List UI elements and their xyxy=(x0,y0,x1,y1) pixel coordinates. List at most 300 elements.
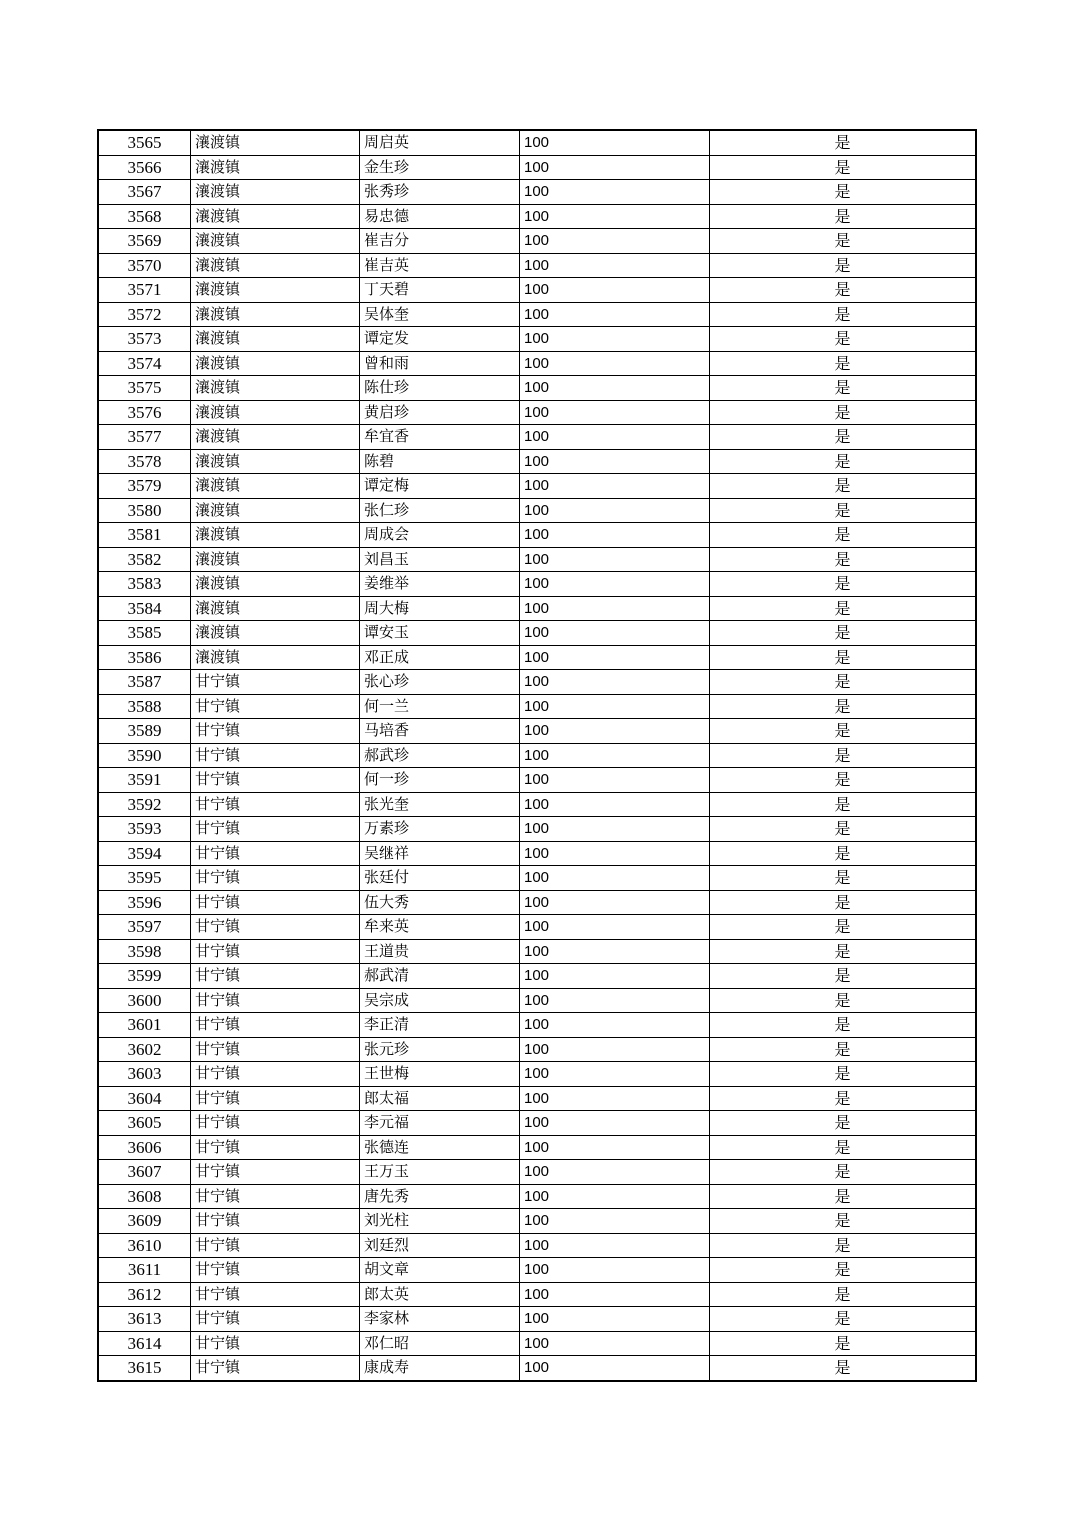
person-name-cell: 牟宜香 xyxy=(360,425,520,450)
amount-cell: 100 xyxy=(520,890,710,915)
table-row xyxy=(98,1013,976,1038)
person-name-cell: 张心珍 xyxy=(360,670,520,695)
table-row xyxy=(98,670,976,695)
serial-number-cell: 3588 xyxy=(98,694,191,719)
town-cell: 甘宁镇 xyxy=(191,939,360,964)
serial-number-cell: 3576 xyxy=(98,400,191,425)
serial-number-cell: 3600 xyxy=(98,988,191,1013)
amount-cell: 100 xyxy=(520,498,710,523)
serial-number-cell: 3602 xyxy=(98,1037,191,1062)
amount-cell: 100 xyxy=(520,621,710,646)
amount-cell: 100 xyxy=(520,449,710,474)
person-name-cell: 何一兰 xyxy=(360,694,520,719)
eligible-flag-cell: 是 xyxy=(710,572,977,597)
eligible-flag-cell: 是 xyxy=(710,1111,977,1136)
table-row xyxy=(98,1331,976,1356)
table-row xyxy=(98,621,976,646)
data-table xyxy=(97,129,977,1382)
amount-cell: 100 xyxy=(520,1356,710,1381)
eligible-flag-cell: 是 xyxy=(710,204,977,229)
amount-cell: 100 xyxy=(520,1135,710,1160)
town-cell: 甘宁镇 xyxy=(191,1356,360,1381)
amount-cell: 100 xyxy=(520,425,710,450)
eligible-flag-cell: 是 xyxy=(710,1356,977,1381)
eligible-flag-cell: 是 xyxy=(710,1233,977,1258)
person-name-cell: 吴体奎 xyxy=(360,302,520,327)
town-cell: 甘宁镇 xyxy=(191,1233,360,1258)
amount-cell: 100 xyxy=(520,180,710,205)
person-name-cell: 李正清 xyxy=(360,1013,520,1038)
town-cell: 甘宁镇 xyxy=(191,1160,360,1185)
serial-number-cell: 3604 xyxy=(98,1086,191,1111)
eligible-flag-cell: 是 xyxy=(710,229,977,254)
table-row xyxy=(98,547,976,572)
town-cell: 瀼渡镇 xyxy=(191,278,360,303)
amount-cell: 100 xyxy=(520,719,710,744)
eligible-flag-cell: 是 xyxy=(710,866,977,891)
table-row xyxy=(98,449,976,474)
town-cell: 甘宁镇 xyxy=(191,694,360,719)
town-cell: 甘宁镇 xyxy=(191,1282,360,1307)
table-row xyxy=(98,498,976,523)
town-cell: 瀼渡镇 xyxy=(191,327,360,352)
eligible-flag-cell: 是 xyxy=(710,180,977,205)
serial-number-cell: 3611 xyxy=(98,1258,191,1283)
serial-number-cell: 3599 xyxy=(98,964,191,989)
eligible-flag-cell: 是 xyxy=(710,547,977,572)
amount-cell: 100 xyxy=(520,302,710,327)
town-cell: 瀼渡镇 xyxy=(191,645,360,670)
amount-cell: 100 xyxy=(520,351,710,376)
town-cell: 甘宁镇 xyxy=(191,1135,360,1160)
person-name-cell: 胡文章 xyxy=(360,1258,520,1283)
amount-cell: 100 xyxy=(520,474,710,499)
table-row xyxy=(98,180,976,205)
person-name-cell: 张德连 xyxy=(360,1135,520,1160)
amount-cell: 100 xyxy=(520,1160,710,1185)
table-row xyxy=(98,719,976,744)
eligible-flag-cell: 是 xyxy=(710,253,977,278)
person-name-cell: 邓仁昭 xyxy=(360,1331,520,1356)
amount-cell: 100 xyxy=(520,1282,710,1307)
serial-number-cell: 3609 xyxy=(98,1209,191,1234)
table-row xyxy=(98,572,976,597)
amount-cell: 100 xyxy=(520,743,710,768)
amount-cell: 100 xyxy=(520,988,710,1013)
amount-cell: 100 xyxy=(520,1307,710,1332)
table-row xyxy=(98,327,976,352)
town-cell: 瀼渡镇 xyxy=(191,523,360,548)
table-row xyxy=(98,1233,976,1258)
town-cell: 瀼渡镇 xyxy=(191,621,360,646)
amount-cell: 100 xyxy=(520,1037,710,1062)
eligible-flag-cell: 是 xyxy=(710,376,977,401)
serial-number-cell: 3608 xyxy=(98,1184,191,1209)
serial-number-cell: 3580 xyxy=(98,498,191,523)
town-cell: 甘宁镇 xyxy=(191,915,360,940)
eligible-flag-cell: 是 xyxy=(710,523,977,548)
amount-cell: 100 xyxy=(520,694,710,719)
person-name-cell: 黄启珍 xyxy=(360,400,520,425)
amount-cell: 100 xyxy=(520,572,710,597)
serial-number-cell: 3594 xyxy=(98,841,191,866)
town-cell: 瀼渡镇 xyxy=(191,229,360,254)
eligible-flag-cell: 是 xyxy=(710,1209,977,1234)
eligible-flag-cell: 是 xyxy=(710,351,977,376)
table-row xyxy=(98,743,976,768)
person-name-cell: 丁天碧 xyxy=(360,278,520,303)
eligible-flag-cell: 是 xyxy=(710,1282,977,1307)
town-cell: 瀼渡镇 xyxy=(191,180,360,205)
eligible-flag-cell: 是 xyxy=(710,278,977,303)
amount-cell: 100 xyxy=(520,1233,710,1258)
town-cell: 甘宁镇 xyxy=(191,1013,360,1038)
table-row xyxy=(98,1209,976,1234)
person-name-cell: 张元珍 xyxy=(360,1037,520,1062)
amount-cell: 100 xyxy=(520,130,710,155)
serial-number-cell: 3565 xyxy=(98,130,191,155)
table-row xyxy=(98,1037,976,1062)
table-row xyxy=(98,204,976,229)
table-row xyxy=(98,1062,976,1087)
town-cell: 瀼渡镇 xyxy=(191,596,360,621)
eligible-flag-cell: 是 xyxy=(710,302,977,327)
serial-number-cell: 3578 xyxy=(98,449,191,474)
amount-cell: 100 xyxy=(520,155,710,180)
person-name-cell: 何一珍 xyxy=(360,768,520,793)
amount-cell: 100 xyxy=(520,376,710,401)
town-cell: 瀼渡镇 xyxy=(191,474,360,499)
town-cell: 瀼渡镇 xyxy=(191,351,360,376)
person-name-cell: 周成会 xyxy=(360,523,520,548)
serial-number-cell: 3571 xyxy=(98,278,191,303)
town-cell: 甘宁镇 xyxy=(191,1209,360,1234)
person-name-cell: 王道贵 xyxy=(360,939,520,964)
serial-number-cell: 3607 xyxy=(98,1160,191,1185)
person-name-cell: 王世梅 xyxy=(360,1062,520,1087)
town-cell: 甘宁镇 xyxy=(191,817,360,842)
table-row xyxy=(98,155,976,180)
town-cell: 甘宁镇 xyxy=(191,841,360,866)
person-name-cell: 王万玉 xyxy=(360,1160,520,1185)
person-name-cell: 康成寿 xyxy=(360,1356,520,1381)
serial-number-cell: 3582 xyxy=(98,547,191,572)
table-row xyxy=(98,964,976,989)
town-cell: 甘宁镇 xyxy=(191,866,360,891)
serial-number-cell: 3592 xyxy=(98,792,191,817)
amount-cell: 100 xyxy=(520,1111,710,1136)
serial-number-cell: 3579 xyxy=(98,474,191,499)
table-row xyxy=(98,229,976,254)
person-name-cell: 谭安玉 xyxy=(360,621,520,646)
serial-number-cell: 3586 xyxy=(98,645,191,670)
amount-cell: 100 xyxy=(520,1209,710,1234)
amount-cell: 100 xyxy=(520,229,710,254)
amount-cell: 100 xyxy=(520,547,710,572)
table-row xyxy=(98,376,976,401)
table-row xyxy=(98,1307,976,1332)
table-row xyxy=(98,866,976,891)
table-row xyxy=(98,596,976,621)
eligible-flag-cell: 是 xyxy=(710,1331,977,1356)
eligible-flag-cell: 是 xyxy=(710,155,977,180)
person-name-cell: 李元福 xyxy=(360,1111,520,1136)
person-name-cell: 谭定梅 xyxy=(360,474,520,499)
serial-number-cell: 3610 xyxy=(98,1233,191,1258)
town-cell: 甘宁镇 xyxy=(191,1331,360,1356)
eligible-flag-cell: 是 xyxy=(710,743,977,768)
table-row xyxy=(98,302,976,327)
table-row xyxy=(98,841,976,866)
serial-number-cell: 3612 xyxy=(98,1282,191,1307)
eligible-flag-cell: 是 xyxy=(710,694,977,719)
town-cell: 甘宁镇 xyxy=(191,1037,360,1062)
serial-number-cell: 3585 xyxy=(98,621,191,646)
town-cell: 瀼渡镇 xyxy=(191,376,360,401)
eligible-flag-cell: 是 xyxy=(710,1037,977,1062)
table-row xyxy=(98,1282,976,1307)
person-name-cell: 邓正成 xyxy=(360,645,520,670)
town-cell: 甘宁镇 xyxy=(191,1184,360,1209)
person-name-cell: 唐先秀 xyxy=(360,1184,520,1209)
person-name-cell: 崔吉分 xyxy=(360,229,520,254)
serial-number-cell: 3606 xyxy=(98,1135,191,1160)
eligible-flag-cell: 是 xyxy=(710,1160,977,1185)
serial-number-cell: 3584 xyxy=(98,596,191,621)
town-cell: 甘宁镇 xyxy=(191,988,360,1013)
town-cell: 瀼渡镇 xyxy=(191,425,360,450)
eligible-flag-cell: 是 xyxy=(710,1184,977,1209)
table-row xyxy=(98,523,976,548)
amount-cell: 100 xyxy=(520,841,710,866)
eligible-flag-cell: 是 xyxy=(710,915,977,940)
town-cell: 甘宁镇 xyxy=(191,768,360,793)
serial-number-cell: 3581 xyxy=(98,523,191,548)
table-row xyxy=(98,425,976,450)
amount-cell: 100 xyxy=(520,768,710,793)
serial-number-cell: 3601 xyxy=(98,1013,191,1038)
serial-number-cell: 3575 xyxy=(98,376,191,401)
serial-number-cell: 3603 xyxy=(98,1062,191,1087)
person-name-cell: 曾和雨 xyxy=(360,351,520,376)
table-row xyxy=(98,915,976,940)
table-row xyxy=(98,1184,976,1209)
eligible-flag-cell: 是 xyxy=(710,890,977,915)
amount-cell: 100 xyxy=(520,817,710,842)
amount-cell: 100 xyxy=(520,939,710,964)
amount-cell: 100 xyxy=(520,253,710,278)
table-row xyxy=(98,1356,976,1381)
table-row xyxy=(98,645,976,670)
table-body xyxy=(98,130,976,1381)
serial-number-cell: 3567 xyxy=(98,180,191,205)
person-name-cell: 郎太福 xyxy=(360,1086,520,1111)
person-name-cell: 郎太英 xyxy=(360,1282,520,1307)
serial-number-cell: 3597 xyxy=(98,915,191,940)
person-name-cell: 崔吉英 xyxy=(360,253,520,278)
table-row xyxy=(98,474,976,499)
person-name-cell: 郝武清 xyxy=(360,964,520,989)
amount-cell: 100 xyxy=(520,1184,710,1209)
person-name-cell: 万素珍 xyxy=(360,817,520,842)
table-row xyxy=(98,792,976,817)
amount-cell: 100 xyxy=(520,866,710,891)
town-cell: 甘宁镇 xyxy=(191,1111,360,1136)
town-cell: 瀼渡镇 xyxy=(191,449,360,474)
person-name-cell: 张秀珍 xyxy=(360,180,520,205)
eligible-flag-cell: 是 xyxy=(710,1258,977,1283)
amount-cell: 100 xyxy=(520,327,710,352)
eligible-flag-cell: 是 xyxy=(710,964,977,989)
eligible-flag-cell: 是 xyxy=(710,130,977,155)
person-name-cell: 谭定发 xyxy=(360,327,520,352)
serial-number-cell: 3614 xyxy=(98,1331,191,1356)
serial-number-cell: 3574 xyxy=(98,351,191,376)
person-name-cell: 刘光柱 xyxy=(360,1209,520,1234)
town-cell: 瀼渡镇 xyxy=(191,498,360,523)
serial-number-cell: 3591 xyxy=(98,768,191,793)
serial-number-cell: 3589 xyxy=(98,719,191,744)
eligible-flag-cell: 是 xyxy=(710,1307,977,1332)
town-cell: 瀼渡镇 xyxy=(191,155,360,180)
person-name-cell: 郝武珍 xyxy=(360,743,520,768)
table-row xyxy=(98,1111,976,1136)
table-row xyxy=(98,1258,976,1283)
person-name-cell: 张光奎 xyxy=(360,792,520,817)
amount-cell: 100 xyxy=(520,278,710,303)
eligible-flag-cell: 是 xyxy=(710,1135,977,1160)
table-row xyxy=(98,694,976,719)
eligible-flag-cell: 是 xyxy=(710,988,977,1013)
serial-number-cell: 3573 xyxy=(98,327,191,352)
town-cell: 甘宁镇 xyxy=(191,1086,360,1111)
person-name-cell: 吴宗成 xyxy=(360,988,520,1013)
person-name-cell: 马培香 xyxy=(360,719,520,744)
amount-cell: 100 xyxy=(520,1258,710,1283)
person-name-cell: 陈碧 xyxy=(360,449,520,474)
eligible-flag-cell: 是 xyxy=(710,474,977,499)
person-name-cell: 张廷付 xyxy=(360,866,520,891)
eligible-flag-cell: 是 xyxy=(710,792,977,817)
town-cell: 甘宁镇 xyxy=(191,890,360,915)
serial-number-cell: 3613 xyxy=(98,1307,191,1332)
amount-cell: 100 xyxy=(520,400,710,425)
amount-cell: 100 xyxy=(520,1331,710,1356)
table-row xyxy=(98,939,976,964)
amount-cell: 100 xyxy=(520,1013,710,1038)
amount-cell: 100 xyxy=(520,792,710,817)
amount-cell: 100 xyxy=(520,1086,710,1111)
eligible-flag-cell: 是 xyxy=(710,719,977,744)
amount-cell: 100 xyxy=(520,1062,710,1087)
eligible-flag-cell: 是 xyxy=(710,1086,977,1111)
town-cell: 甘宁镇 xyxy=(191,1062,360,1087)
serial-number-cell: 3568 xyxy=(98,204,191,229)
table-row xyxy=(98,1086,976,1111)
serial-number-cell: 3596 xyxy=(98,890,191,915)
amount-cell: 100 xyxy=(520,964,710,989)
amount-cell: 100 xyxy=(520,596,710,621)
amount-cell: 100 xyxy=(520,204,710,229)
eligible-flag-cell: 是 xyxy=(710,768,977,793)
town-cell: 瀼渡镇 xyxy=(191,130,360,155)
table-row xyxy=(98,1135,976,1160)
eligible-flag-cell: 是 xyxy=(710,596,977,621)
serial-number-cell: 3615 xyxy=(98,1356,191,1381)
person-name-cell: 陈仕珍 xyxy=(360,376,520,401)
amount-cell: 100 xyxy=(520,645,710,670)
town-cell: 瀼渡镇 xyxy=(191,572,360,597)
table-row xyxy=(98,988,976,1013)
person-name-cell: 牟来英 xyxy=(360,915,520,940)
serial-number-cell: 3605 xyxy=(98,1111,191,1136)
eligible-flag-cell: 是 xyxy=(710,841,977,866)
serial-number-cell: 3598 xyxy=(98,939,191,964)
eligible-flag-cell: 是 xyxy=(710,817,977,842)
amount-cell: 100 xyxy=(520,670,710,695)
person-name-cell: 金生珍 xyxy=(360,155,520,180)
serial-number-cell: 3572 xyxy=(98,302,191,327)
serial-number-cell: 3583 xyxy=(98,572,191,597)
town-cell: 瀼渡镇 xyxy=(191,400,360,425)
table-row xyxy=(98,400,976,425)
eligible-flag-cell: 是 xyxy=(710,939,977,964)
eligible-flag-cell: 是 xyxy=(710,400,977,425)
serial-number-cell: 3590 xyxy=(98,743,191,768)
person-name-cell: 刘廷烈 xyxy=(360,1233,520,1258)
town-cell: 甘宁镇 xyxy=(191,1258,360,1283)
person-name-cell: 李家林 xyxy=(360,1307,520,1332)
serial-number-cell: 3593 xyxy=(98,817,191,842)
person-name-cell: 伍大秀 xyxy=(360,890,520,915)
town-cell: 瀼渡镇 xyxy=(191,204,360,229)
table-row xyxy=(98,1160,976,1185)
table-row xyxy=(98,278,976,303)
town-cell: 瀼渡镇 xyxy=(191,253,360,278)
town-cell: 甘宁镇 xyxy=(191,964,360,989)
person-name-cell: 易忠德 xyxy=(360,204,520,229)
town-cell: 甘宁镇 xyxy=(191,743,360,768)
town-cell: 甘宁镇 xyxy=(191,670,360,695)
eligible-flag-cell: 是 xyxy=(710,1013,977,1038)
eligible-flag-cell: 是 xyxy=(710,1062,977,1087)
person-name-cell: 吴继祥 xyxy=(360,841,520,866)
person-name-cell: 周大梅 xyxy=(360,596,520,621)
serial-number-cell: 3577 xyxy=(98,425,191,450)
amount-cell: 100 xyxy=(520,915,710,940)
town-cell: 甘宁镇 xyxy=(191,792,360,817)
person-name-cell: 张仁珍 xyxy=(360,498,520,523)
town-cell: 瀼渡镇 xyxy=(191,547,360,572)
table-row xyxy=(98,351,976,376)
person-name-cell: 姜维举 xyxy=(360,572,520,597)
eligible-flag-cell: 是 xyxy=(710,498,977,523)
eligible-flag-cell: 是 xyxy=(710,425,977,450)
eligible-flag-cell: 是 xyxy=(710,670,977,695)
eligible-flag-cell: 是 xyxy=(710,621,977,646)
table-row xyxy=(98,130,976,155)
table-row xyxy=(98,253,976,278)
eligible-flag-cell: 是 xyxy=(710,645,977,670)
serial-number-cell: 3566 xyxy=(98,155,191,180)
person-name-cell: 周启英 xyxy=(360,130,520,155)
town-cell: 甘宁镇 xyxy=(191,719,360,744)
serial-number-cell: 3595 xyxy=(98,866,191,891)
serial-number-cell: 3569 xyxy=(98,229,191,254)
serial-number-cell: 3570 xyxy=(98,253,191,278)
amount-cell: 100 xyxy=(520,523,710,548)
serial-number-cell: 3587 xyxy=(98,670,191,695)
